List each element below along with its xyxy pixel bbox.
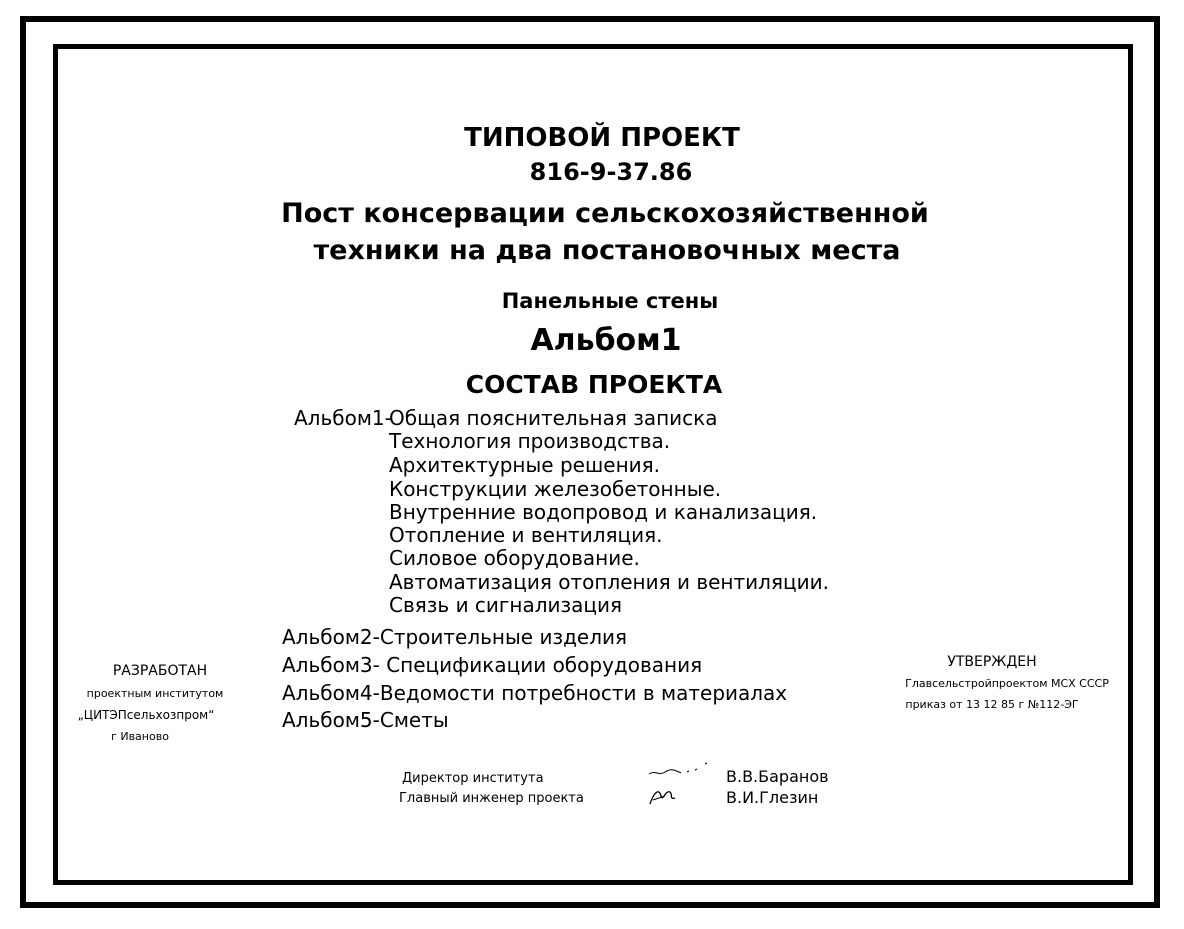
approval-label: УТВЕРЖДЕН xyxy=(947,654,1037,670)
developer-line2: „ЦИТЭПсельхозпром“ xyxy=(77,708,215,722)
album1-item: Отопление и вентиляция. xyxy=(389,523,663,547)
album1-item: Автоматизация отопления и вентиляции. xyxy=(389,570,829,594)
album1-item: Внутренние водопровод и канализация. xyxy=(389,500,818,524)
album-item: Альбом3- Спецификации оборудования xyxy=(282,653,703,677)
chief-signature-mark xyxy=(645,782,685,810)
chief-name: В.И.Глезин xyxy=(726,788,819,807)
developer-line1: проектным институтом xyxy=(86,687,224,700)
director-name: В.В.Баранов xyxy=(726,767,829,786)
project-number: 816-9-37.86 xyxy=(529,158,693,186)
album-title: Альбом1 xyxy=(530,323,682,358)
chief-title: Главный инженер проекта xyxy=(399,791,584,806)
album1-item: Связь и сигнализация xyxy=(389,593,623,617)
album-item: Альбом5-Сметы xyxy=(282,708,449,732)
title-line1: Пост консервации сельскохозяйственной xyxy=(281,198,929,229)
album1-item: Архитектурные решения. xyxy=(389,453,661,477)
director-title: Директор института xyxy=(402,771,544,786)
approval-line1: Главсельстройпроектом МСХ СССР xyxy=(905,677,1109,690)
album1-item: Общая пояснительная записка xyxy=(389,406,718,430)
album-item: Альбом4-Ведомости потребности в материалах xyxy=(282,681,788,705)
composition-heading: СОСТАВ ПРОЕКТА xyxy=(465,370,723,399)
album1-label: Альбом1- xyxy=(294,406,392,430)
developer-line3: г Иваново xyxy=(111,730,169,743)
album1-item: Технология производства. xyxy=(389,429,671,453)
approval-line2: приказ от 13 12 85 г №112-ЭГ xyxy=(905,698,1079,711)
album1-item: Силовое оборудование. xyxy=(389,546,640,570)
title-line2: техники на два постановочных места xyxy=(313,235,901,266)
album-item: Альбом2-Строительные изделия xyxy=(282,625,628,649)
type-label: ТИПОВОЙ ПРОЕКТ xyxy=(464,123,740,153)
album1-item: Конструкции железобетонные. xyxy=(389,477,722,501)
subtitle: Панельные стены xyxy=(501,289,719,313)
developer-label: РАЗРАБОТАН xyxy=(112,663,208,679)
